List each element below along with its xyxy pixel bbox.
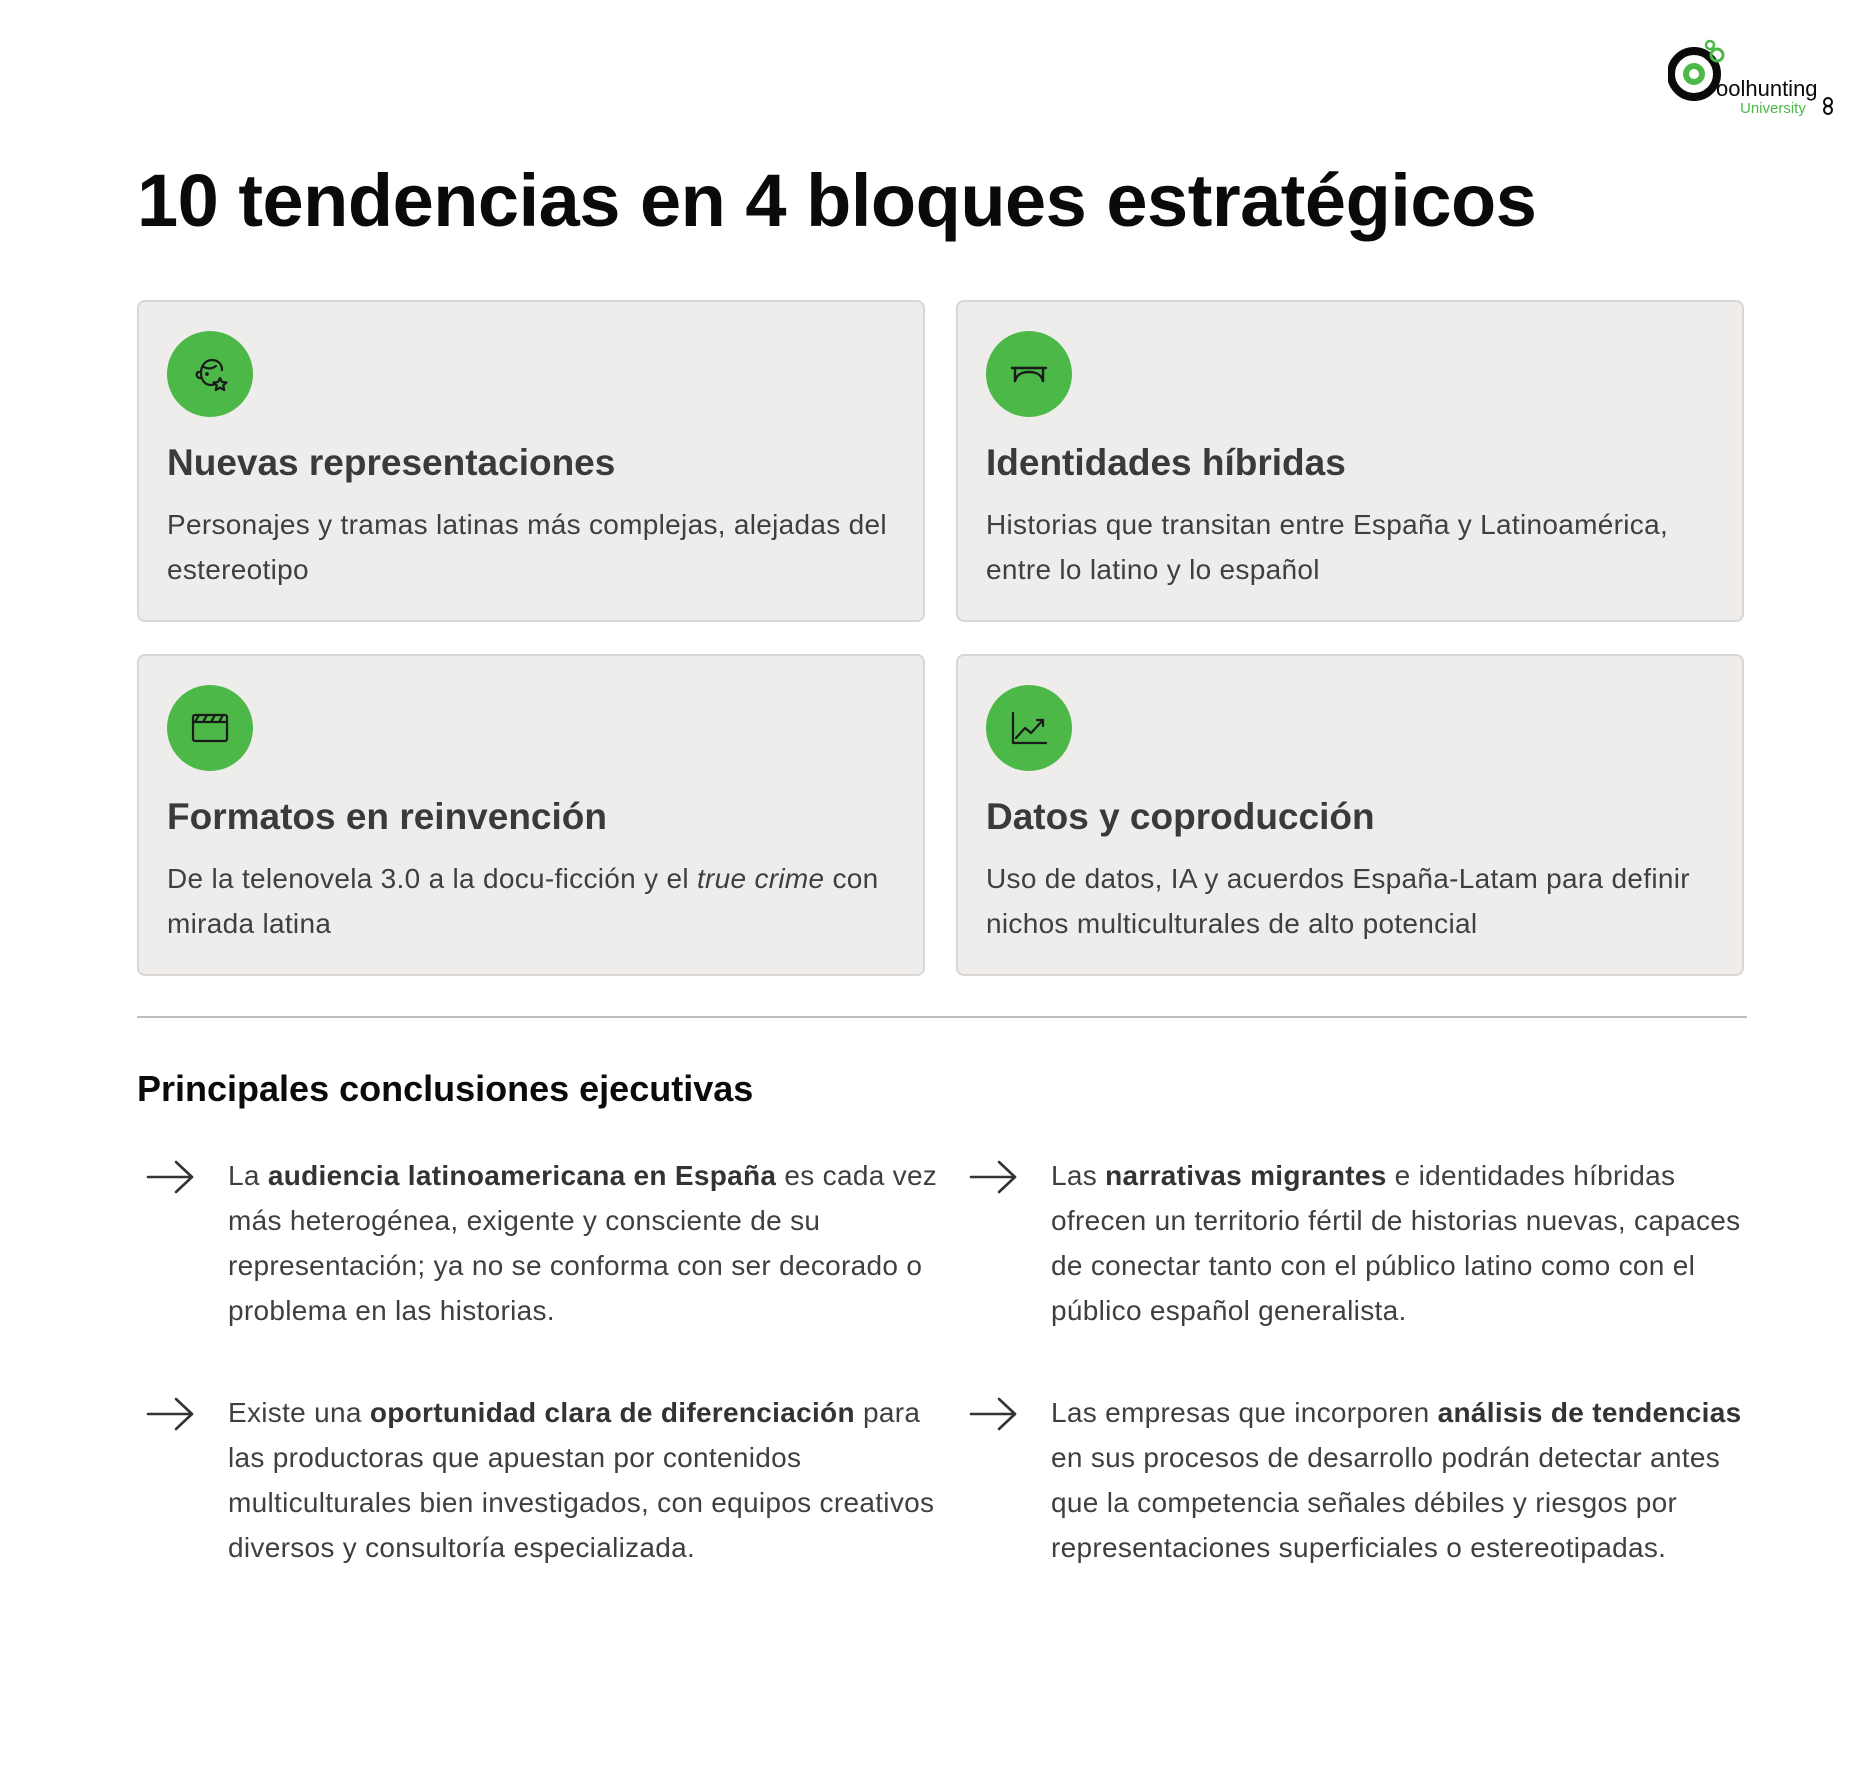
conclusion-text-part: para las productoras que apuestan por contenidos multiculturales bien investigados, con equipos creativos diversos y consultoría especializada. <box>228 1397 935 1563</box>
logo-mark <box>1668 38 1848 122</box>
conclusion-text-part: Existe una <box>228 1397 370 1428</box>
bridge-icon <box>986 331 1072 417</box>
block-title: Nuevas representaciones <box>167 442 616 483</box>
block-title: Datos y coproducción <box>986 796 1375 837</box>
block-title: Formatos en reinvención <box>167 796 607 837</box>
conclusion-highlight: narrativas migrantes <box>1105 1160 1387 1191</box>
description-text: De la telenovela 3.0 a la docu-ficción y el <box>167 863 697 894</box>
trend-chart-icon <box>986 685 1072 771</box>
face-star-icon <box>167 331 253 417</box>
block-card-datos-y-coproduccion <box>956 654 1744 976</box>
conclusion-text-part: Las <box>1051 1160 1106 1191</box>
section-divider <box>137 1016 1747 1018</box>
conclusion-text-part: Las empresas que incorporen <box>1051 1397 1438 1428</box>
arrow-right-icon <box>969 1394 1019 1434</box>
block-description: Personajes y tramas latinas más complejas, alejadas del estereotipo <box>167 509 887 585</box>
conclusion-text-part: e identidades híbridas ofrecen un territorio fértil de historias nuevas, capaces de conectar tanto con el público latino como con el público español generalista. <box>1051 1160 1741 1326</box>
conclusion-text <box>1051 1390 1761 1570</box>
block-card-formatos-en-reinvencion <box>137 654 925 976</box>
block-card-identidades-hibridas <box>956 300 1744 622</box>
logo-text-sub: University <box>1740 100 1806 117</box>
logo-text-main: oolhunting <box>1716 76 1818 101</box>
conclusion-text <box>1051 1153 1761 1333</box>
block-card-nuevas-representaciones <box>137 300 925 622</box>
conclusion-text-part: es cada vez más heterogénea, exigente y consciente de su representación; ya no se conforma con ser decorado o problema en las historias. <box>228 1160 938 1326</box>
arrow-right-icon <box>146 1394 196 1434</box>
conclusions-title: Principales conclusiones ejecutivas <box>137 1068 754 1109</box>
arrow-right-icon <box>969 1157 1019 1197</box>
arrow-right-icon <box>146 1157 196 1197</box>
coolhunting-university-logo <box>1668 38 1848 122</box>
clapperboard-icon <box>167 685 253 771</box>
block-description: Historias que transitan entre España y Latinoamérica, entre lo latino y lo español <box>986 509 1669 585</box>
conclusion-text <box>228 1153 938 1333</box>
page-title: 10 tendencias en 4 bloques estratégicos <box>137 159 1537 242</box>
conclusion-text-part: La <box>228 1160 268 1191</box>
block-description <box>167 856 902 946</box>
conclusion-highlight: análisis de tendencias <box>1437 1397 1742 1428</box>
conclusion-text <box>228 1390 938 1570</box>
block-title: Identidades híbridas <box>986 442 1346 483</box>
conclusion-text-part: en sus procesos de desarrollo podrán detectar antes que la competencia señales débiles y riesgos por representaciones superficiales o estereotipadas. <box>1051 1442 1721 1563</box>
description-text: con mirada latina <box>167 863 879 939</box>
description-italic: true crime <box>696 863 825 894</box>
conclusion-highlight: audiencia latinoamericana en España <box>267 1160 777 1191</box>
conclusion-highlight: oportunidad clara de diferenciación <box>369 1397 855 1428</box>
block-description: Uso de datos, IA y acuerdos España-Latam para definir nichos multiculturales de alto potencial <box>986 863 1690 939</box>
